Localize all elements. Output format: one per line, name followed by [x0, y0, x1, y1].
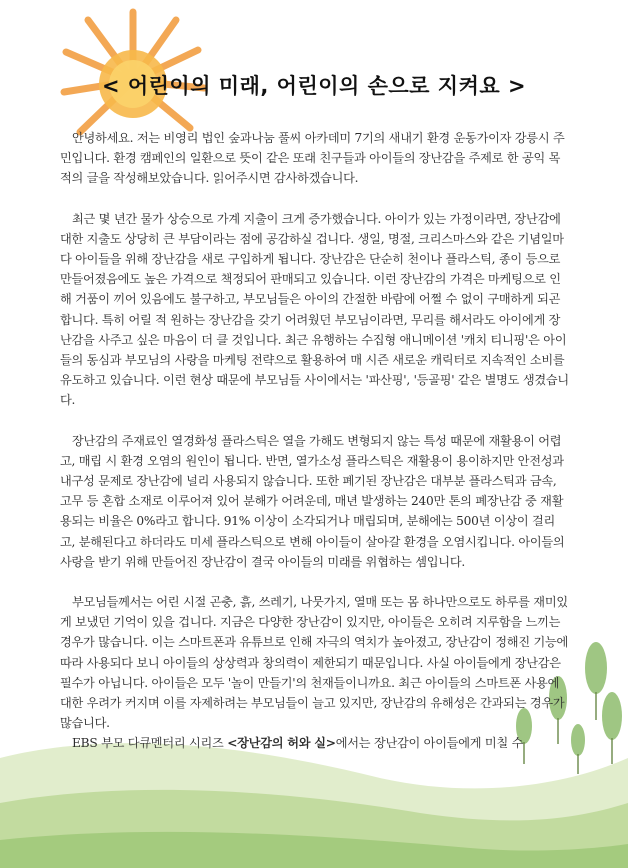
paragraph-plastics: 장난감의 주재료인 열경화성 플라스틱은 열을 가해도 변형되지 않는 특성 때문에 재활용이 어렵고, 매립 시 환경 오염의 원인이 됩니다. 반면, 열가소성 플라스틱은 재활용이 용이하지만 안전성과 내구성 문제로 장난감에 널리 사용되지 않습니다. 또한 폐기된 장난감은 대부분 플라스틱과 금속, 고무 등 혼합 소재로 이루어져 있어 분해가 어려운데, 매년 발생하는 240만 톤의 폐장난감 중 재활용되는 비율은 0%라고 합니다. 91% 이상이 소각되거나 매립되며, 분해에는 500년 이상이 걸리고, 분해된다고 하더라도 미세 플라스틱으로 변해 아이들이 살아갈 환경을 오염시킵니다. 아이들의 사랑을 받기 위해 만들어진 장난감이 결국 아이들의 미래를 위협하는 셈입니다.	[60, 433, 565, 569]
paragraph-prices: 최근 몇 년간 물가 상승으로 가계 지출이 크게 증가했습니다. 아이가 있는 가정이라면, 장난감에 대한 지출도 상당히 큰 부담이라는 점에 공감하실 겁니다. 생일, 명절, 크리스마스와 같은 기념일마다 아이들을 위해 장난감을 새로 구입하게 됩니다. 장난감은 단순히 천이나 플라스틱, 종이 등으로 만들어졌음에도 높은 가격으로 책정되어 판매되고 있습니다. 이런 장난감의 가격은 마케팅으로 인해 거품이 끼어 있음에도 불구하고, 부모님들은 아이의 간절한 바람에 어쩔 수 없이 구매하게 되곤 합니다. 특히 어릴 적 원하는 장난감을 갖기 어려웠던 부모님이라면, 무리를 해서라도 아이에게 장난감을 사주고 싶은 마음이 더 클 것입니다. 최근 유행하는 수집형 애니메이션 '캐치 티니핑'은 아이들의 동심과 부모님의 사랑을 마케팅 전략으로 활용하여 매 시즌 새로운 캐릭터로 지속적인 소비를 유도하고 있습니다. 이런 현상 때문에 부모님들 사이에서는 '파산핑', '등골핑' 같은 별명도 생겼습니다.	[60, 211, 569, 408]
paragraph-intro: 안녕하세요. 저는 비영리 법인 숲과나눔 풀씨 아카데미 7기의 새내기 환경 운동가이자 강릉시 주민입니다. 환경 캠페인의 일환으로 뜻이 같은 또래 친구들과 아이들의 장난감을 주제로 한 공익 목적의 글을 작성해보았습니다. 읽어주시면 감사하겠습니다.	[60, 131, 565, 186]
ebs-program-title: <장난감의 허와 실>	[227, 736, 336, 751]
ebs-text-before: EBS 부모 다큐멘터리 시리즈	[72, 736, 228, 751]
ebs-text-after: 에서는 장난감이 아이들에게 미칠 수	[335, 736, 524, 751]
page-title: < 어린이의 미래, 어린이의 손으로 지켜요 >	[101, 74, 527, 98]
article-body	[60, 128, 570, 754]
paragraph-play: 부모님들께서는 어린 시절 곤충, 흙, 쓰레기, 나뭇가지, 열매 또는 몸 하나만으로도 하루를 재미있게 보냈던 기억이 있을 겁니다. 지금은 다양한 장난감이 있지만, 아이들은 오히려 지루함을 느끼는 경우가 많습니다. 이는 스마트폰과 유튜브로 인해 자극의 역치가 높아졌고, 장난감이 정해진 기능에 따라 사용되다 보니 아이들의 상상력과 창의력이 제한되기 때문입니다. 사실 아이들에게 장난감은 필수가 아닙니다. 아이들은 모두 '놀이 만들기'의 천재들이니까요. 최근 아이들의 스마트폰 사용에 대한 우려가 커지며 이를 자제하려는 부모님들이 늘고 있지만, 장난감의 유해성은 간과되는 경우가 많습니다.	[60, 595, 569, 731]
paragraph-ebs	[60, 733, 570, 753]
